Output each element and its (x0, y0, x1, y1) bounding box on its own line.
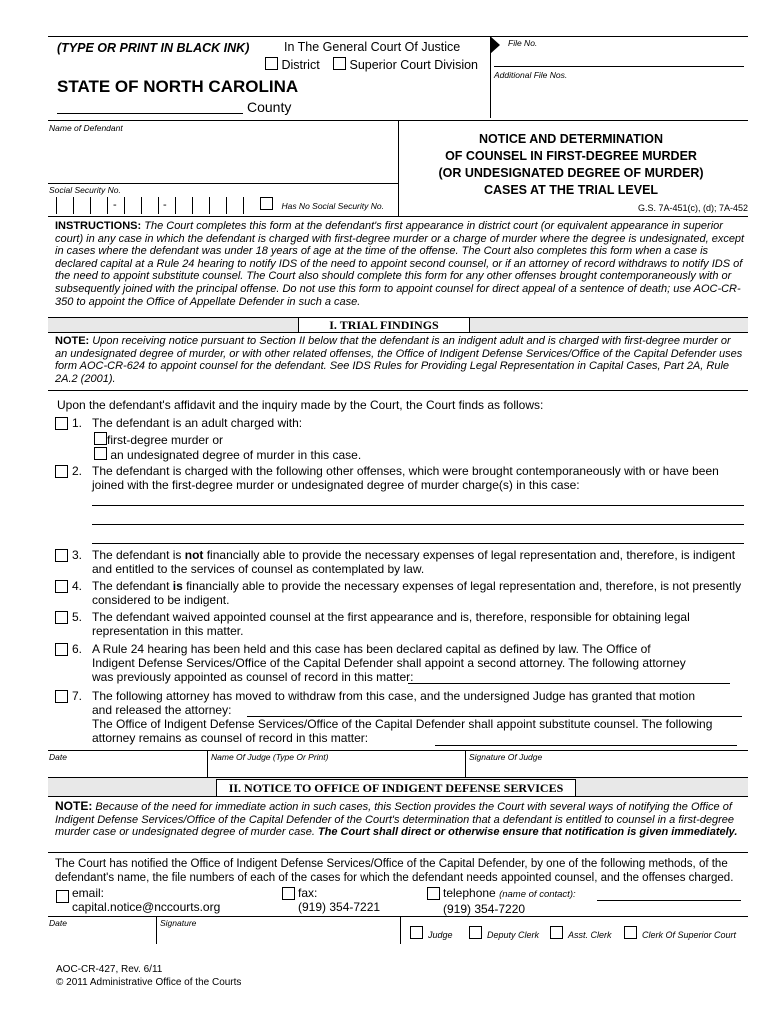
finding-1: 1. The defendant is an adult charged with: (55, 416, 745, 430)
ssn-label: Social Security No. (49, 185, 121, 195)
contact-name-line[interactable] (597, 900, 741, 901)
instructions-label: INSTRUCTIONS: (55, 220, 142, 232)
district-checkbox[interactable] (265, 57, 278, 70)
finding-6-checkbox[interactable] (55, 643, 68, 656)
notified-text: The Court has notified the Office of Indigent Defense Services/Office of the Capital Defender, by one of the following methods, of the defendant's name, the file numbers of each of the cases for which the defendant needs appointed counsel, and the offenses charged. (55, 858, 734, 884)
phone-value: (919) 354-7220 (443, 902, 526, 916)
finding-7-checkbox[interactable] (55, 690, 68, 703)
fax-label: fax: (298, 886, 318, 900)
instructions-block (55, 220, 745, 308)
no-ssn-checkbox[interactable] (260, 197, 273, 210)
role-asst-clerk[interactable]: Asst. Clerk (550, 926, 612, 940)
ssn-dash: - (163, 199, 167, 211)
section1-title: I. TRIAL FINDINGS (298, 317, 470, 333)
defendant-name-label: Name of Defendant (49, 123, 123, 133)
role-clerk-checkbox[interactable] (624, 926, 637, 939)
finding-5-checkbox[interactable] (55, 611, 68, 624)
finding-3-checkbox[interactable] (55, 549, 68, 562)
instructions-text: The Court completes this form at the defendant's first appearance in district court (or equivalent appearance in superior court) in any case in which the defendant is charged with first-degree murder or a charge of murder where the degree is undesignated, except in cases where the defendant was under 18 years of age at the time of the offense. The Court also completes this form when a case is declared capital at a Rule 24 hearing to notify IDS of the need to appoint second counsel, or if an attorney of record withdraws to notify IDS of the need to appoint substitute counsel. The Court also should complete this form for any other offenses brought contemporaneously with or subsequently joined with the principal offense. Do not use this form to appoint counsel for direct appeal of a sentence of death; use AOC-CR-350 to appoint the Office of Appellate Defender in such a case. (55, 220, 745, 308)
section1-note-label: NOTE: (55, 335, 90, 347)
file-no-label: File No. (508, 38, 538, 48)
role-judge[interactable]: Judge (410, 926, 453, 940)
phone-checkbox[interactable] (427, 887, 440, 900)
email-method[interactable] (56, 886, 220, 914)
finding-2-checkbox[interactable] (55, 465, 68, 478)
phone-method[interactable] (427, 886, 576, 916)
footer (56, 963, 241, 989)
other-offenses-line[interactable] (92, 524, 744, 525)
fax-method[interactable] (282, 886, 380, 914)
other-offenses-line[interactable] (92, 505, 744, 506)
first-degree-checkbox[interactable] (94, 432, 107, 445)
ssn-input[interactable] (56, 197, 252, 214)
no-ssn-option[interactable] (260, 196, 384, 214)
judge-name-label: Name Of Judge (Type Or Print) (211, 752, 329, 762)
findings-intro: Upon the defendant's affidavit and the inquiry made by the Court, the Court finds as follows: (57, 398, 544, 412)
undesignated-option[interactable]: an undesignated degree of murder in this case. (94, 447, 361, 462)
role-deputy-checkbox[interactable] (469, 926, 482, 939)
finding-2: 2. The defendant is charged with the following other offenses, which were brought contemporaneously with or have been joined with the first-degree murder or undesignated degree of murder charge(s) in this case: (55, 464, 745, 492)
file-no-input[interactable] (494, 50, 744, 67)
fax-checkbox[interactable] (282, 887, 295, 900)
other-offenses-line[interactable] (92, 543, 744, 544)
phone-contact-label: (name of contact): (499, 889, 576, 900)
form-number: AOC-CR-427, Rev. 6/11 (56, 964, 163, 975)
email-checkbox[interactable] (56, 890, 69, 903)
type-print-instruction: (TYPE OR PRINT IN BLACK INK) (57, 41, 250, 55)
judge-signature-label: Signature Of Judge (469, 752, 543, 762)
role-judge-checkbox[interactable] (410, 926, 423, 939)
finding-6: 6. A Rule 24 hearing has been held and this case has been declared capital as defined by law. The Office of Indigent Defense Services/Office of the Capital Defender shall appoint a second attorney. The following attorney was previously appointed as counsel of record in this matter: (55, 642, 745, 684)
county-input[interactable] (57, 97, 243, 114)
role-asst-checkbox[interactable] (550, 926, 563, 939)
email-label: email: (72, 886, 105, 900)
court-line: In The General Court Of Justice (284, 40, 461, 54)
section2-note: NOTE: Because of the need for immediate action in such cases, this Section provides the Court with several ways of notifying the Office of Indigent Defense Services/Office of the Capital Defender of the Court's determination that a defendant is entitled to counsel in a first-degree murder case or undesignated degree of murder case. The Court shall direct or otherwise ensure that notification is given immediately. (55, 799, 738, 839)
fax-value: (919) 354-7221 (298, 900, 381, 914)
phone-label: telephone (443, 886, 496, 900)
section2-note-label: NOTE: (55, 799, 93, 813)
district-option[interactable]: District (265, 57, 320, 72)
finding-4: 4. The defendant is financially able to provide the necessary expenses of legal representation and, therefore, is not presently considered to be indigent. (55, 579, 745, 607)
state-title: STATE OF NORTH CAROLINA (57, 77, 299, 96)
ssn-dash: - (113, 199, 117, 211)
role-deputy-clerk[interactable]: Deputy Clerk (469, 926, 539, 940)
section1-note: NOTE: Upon receiving notice pursuant to Section II below that the defendant is an indigent adult and is charged with first-degree murder or an undesignated degree of murder, or with other related offenses, the Office of Indigent Defense Services/Office of the Capital Defender uses form AOC-CR-624 to appoint counsel for the defendant. See IDS Rules for Providing Legal Representation in Capital Cases, Part 2A, Rule 2A.2 (2001). (55, 335, 743, 385)
section2-title: II. NOTICE TO OFFICE OF INDIGENT DEFENSE SERVICES (216, 779, 576, 797)
additional-file-label: Additional File Nos. (494, 70, 568, 80)
superior-option[interactable]: Superior Court Division (333, 57, 478, 72)
s2-date-label: Date (49, 918, 67, 928)
first-degree-option[interactable]: first-degree murder or (94, 432, 223, 447)
statute-ref: G.S. 7A-451(c), (d); 7A-452 (637, 203, 748, 213)
role-clerk-superior[interactable]: Clerk Of Superior Court (624, 926, 736, 940)
finding-1-checkbox[interactable] (55, 417, 68, 430)
previous-attorney-line[interactable] (408, 683, 730, 684)
released-attorney-line[interactable] (247, 716, 742, 717)
finding-7: 7. The following attorney has moved to withdraw from this case, and the undersigned Judge has granted that motion and released the attorney: The Office of Indigent Defense Services/Office of the Capital Defender shall appoint substitute counsel. The following attorney remains as counsel of record in this matter: (55, 689, 745, 745)
form-title: NOTICE AND DETERMINATION OF COUNSEL IN FIRST-DEGREE MURDER (OR UNDESIGNATED DEGREE OF MURDER) CASES AT THE TRIAL LEVEL (438, 132, 704, 197)
email-value: capital.notice@nccourts.org (72, 900, 221, 914)
defendant-name-input[interactable] (48, 136, 396, 182)
county-label: County (247, 99, 292, 115)
finding-5: 5. The defendant waived appointed counsel at the first appearance and is, therefore, responsible for obtaining legal representation in this matter. (55, 610, 745, 638)
s1-date-label: Date (49, 752, 67, 762)
undesignated-checkbox[interactable] (94, 447, 107, 460)
copyright: © 2011 Administrative Office of the Courts (56, 977, 242, 988)
finding-4-checkbox[interactable] (55, 580, 68, 593)
no-ssn-label: Has No Social Security No. (281, 201, 384, 211)
s2-signature-label: Signature (160, 918, 197, 928)
finding-3: 3. The defendant is not financially able to provide the necessary expenses of legal representation and, therefore, is indigent and entitled to the services of counsel as contemplated by law. (55, 548, 745, 576)
superior-checkbox[interactable] (333, 57, 346, 70)
remaining-attorney-line[interactable] (435, 745, 737, 746)
